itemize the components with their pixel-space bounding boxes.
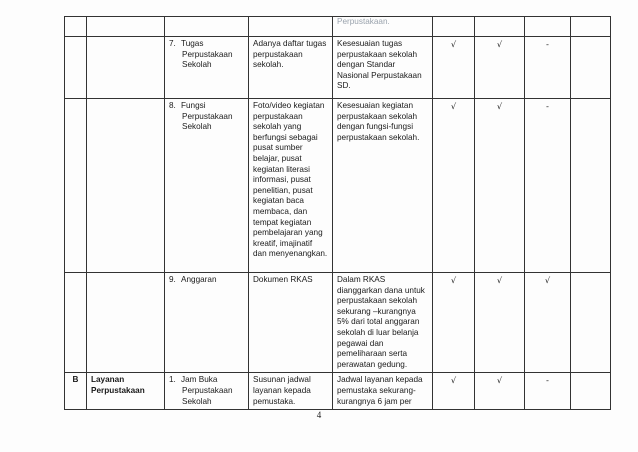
criteria-cell: Jadwal layanan kepada pemustaka sekurang-kurangnya 6 jam per [333,373,433,410]
notes-cell [571,99,611,273]
evidence-cell: Susunan jadwal layanan kepada pemustaka. [249,373,333,410]
notes-cell [571,273,611,373]
indicator-number: 9. [169,275,176,284]
indicator-cell [165,37,249,99]
check-cell: √ [475,99,525,273]
notes-cell [571,373,611,410]
check-cell [475,17,525,37]
indicator-cell [165,373,249,410]
notes-cell [571,37,611,99]
indicator-text: Tugas Perpustakaan Sekolah [181,39,233,70]
evidence-cell [249,17,333,37]
check-cell: - [525,37,571,99]
check-cell: - [525,373,571,410]
indicator-number: 8. [169,101,176,110]
evidence-cell: Foto/video kegiatan perpustakaan sekolah yang berfungsi sebagai pusat sumber belajar, pusat kegiatan literasi informasi, pusat penelitian, pusat kegiatan baca membaca, dan tempat kegiatan pembelajaran yang kreatif, imajinatif dan menyenangkan. [249,99,333,273]
check-cell [433,17,475,37]
check-cell: √ [475,273,525,373]
indicator-text: Jam Buka Perpustakaan Sekolah [181,375,233,406]
check-cell: √ [475,37,525,99]
check-cell: √ [433,37,475,99]
table-row [65,37,611,99]
indicator-cell [165,99,249,273]
check-cell: √ [433,99,475,273]
section-cell [65,99,87,273]
section-cell: B [65,373,87,410]
section-cell [65,273,87,373]
area-cell [87,273,165,373]
criteria-cell: Dalam RKAS dianggarkan dana untuk perpustakaan sekolah sekurang –kurangnya 5% dari total anggaran sekolah di luar belanja pegawai dan pemeliharaan serta perawatan gedung. [333,273,433,373]
table-row [65,273,611,373]
check-cell: - [525,99,571,273]
area-cell: Layanan Perpustakaan [87,373,165,410]
indicator-cell [165,273,249,373]
criteria-cell: Kesesuaian kegiatan perpustakaan sekolah dengan fungsi-fungsi perpustakaan sekolah. [333,99,433,273]
check-cell: √ [433,273,475,373]
table-row [65,99,611,273]
indicator-number: 7. [169,39,176,48]
section-cell [65,17,87,37]
area-cell [87,37,165,99]
check-cell: √ [475,373,525,410]
indicator-text: Anggaran [181,275,217,284]
evidence-cell: Dokumen RKAS [249,273,333,373]
table-row [65,373,611,410]
criteria-cell [333,17,433,37]
assessment-table [64,16,611,410]
check-cell: √ [525,273,571,373]
section-cell [65,37,87,99]
criteria-text: Perpustakaan. [337,17,390,26]
page-number: 4 [316,410,322,420]
area-cell [87,99,165,273]
table-row [65,17,611,37]
check-cell: √ [433,373,475,410]
indicator-text: Fungsi Perpustakaan Sekolah [181,101,233,132]
criteria-cell: Kesesuaian tugas perpustakaan sekolah dengan Standar Nasional Perpustakaan SD. [333,37,433,99]
area-cell [87,17,165,37]
notes-cell [571,17,611,37]
evidence-cell: Adanya daftar tugas perpustakaan sekolah. [249,37,333,99]
indicator-cell [165,17,249,37]
check-cell [525,17,571,37]
indicator-number: 1. [169,375,176,385]
